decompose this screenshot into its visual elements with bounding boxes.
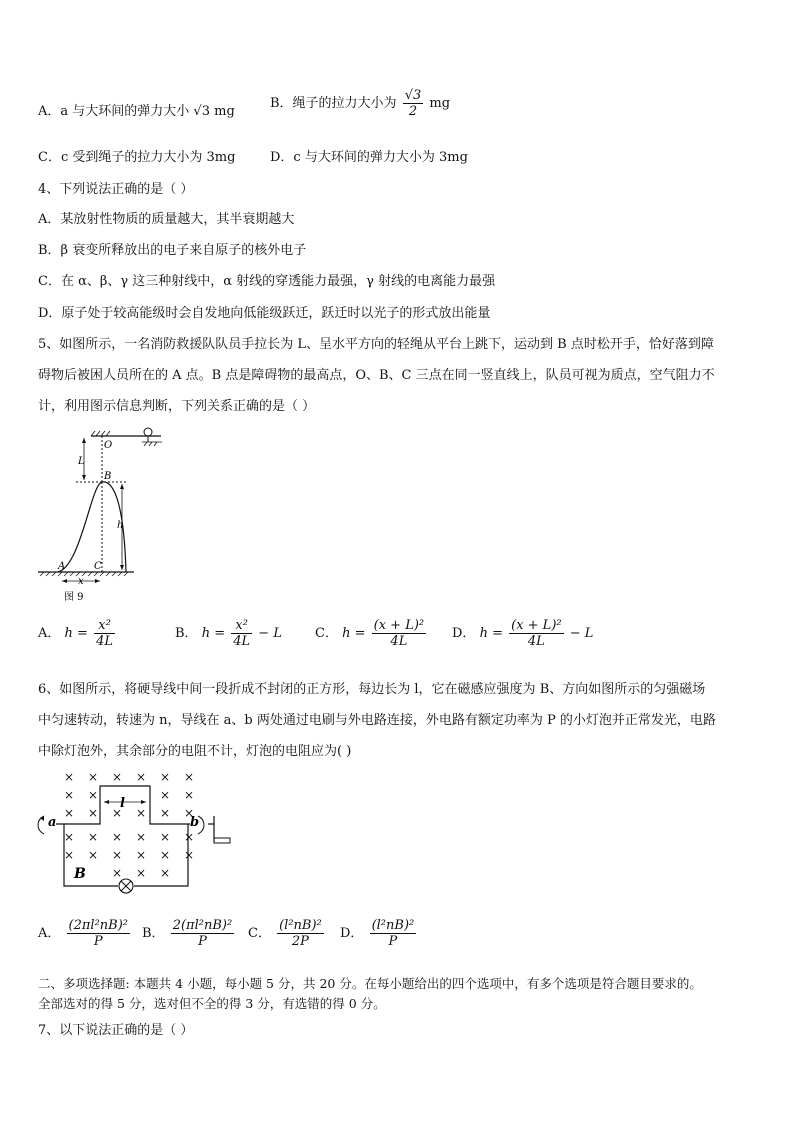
svg-text:×: × [88, 830, 99, 844]
q5-fig-label-h: h [117, 520, 124, 531]
q5-figure [36, 424, 176, 604]
q4-stem: 4、下列说法正确的是（ ） [38, 182, 194, 197]
q5-option-c: C． h = $\frac{\text{(x + L)²}}{4L}$ [315, 618, 425, 649]
q3-option-b-fraction: $\frac{√3}{2}$ [404, 88, 422, 119]
svg-text:×: × [88, 848, 99, 862]
svg-text:×: × [136, 848, 147, 862]
q6-fig-label-b: b [190, 815, 200, 830]
q5-fig-label-a: A [58, 561, 66, 572]
q5-option-a: A． h = $\frac{\text{x²}}{4L}$ [38, 618, 113, 649]
q5-option-d: D． h = $\frac{\text{(x + L)²}}{4L}$ − L [452, 618, 594, 649]
q5-stem-line3: 计，利用图示信息判断，下列关系正确的是（ ） [38, 399, 316, 414]
svg-text:×: × [184, 848, 195, 862]
q4-option-b: B．β 衰变所释放出的电子来自原子的核外电子 [38, 243, 307, 258]
q3-option-b: B．绳子的拉力大小为 $\frac{√3}{2}$ mg [270, 88, 451, 119]
svg-text:×: × [112, 806, 123, 820]
q5-fig-label-o: O [104, 440, 113, 451]
section2-instructions-line2: 全部选对的得 5 分，选对但不全的得 3 分，有选错的得 0 分。 [38, 996, 386, 1011]
svg-text:×: × [64, 830, 75, 844]
q7-stem: 7、以下说法正确的是（ ） [38, 1023, 194, 1038]
q3-option-a: A．a 与大环间的弹力大小 √3 mg [38, 104, 235, 119]
q3-option-c: C．c 受到绳子的拉力大小为 3mg [38, 150, 236, 165]
q5-fig-label-l: L [78, 456, 85, 467]
q6-fig-label-field: B [74, 866, 86, 882]
svg-text:×: × [136, 770, 147, 784]
svg-text:×: × [160, 830, 171, 844]
q6-option-a: A． $\frac{\text{(2πl²nB)²}}{P}$ [38, 918, 128, 949]
svg-text:×: × [64, 770, 75, 784]
svg-text:×: × [160, 788, 171, 802]
svg-text:×: × [160, 770, 171, 784]
svg-text:×: × [88, 806, 99, 820]
q6-option-c: C． $\frac{\text{(l²nB)²}}{2P}$ [248, 918, 322, 949]
q6-stem-line1: 6、如图所示，将硬导线中间一段折成不封闭的正方形，每边长为 l，它在磁感应强度为 B、方向如图所示的匀强磁场 [38, 682, 706, 697]
svg-text:×: × [184, 788, 195, 802]
svg-text:×: × [136, 866, 147, 880]
svg-text:×: × [160, 866, 171, 880]
q3-option-a-value: √3 [193, 104, 210, 119]
q5-fig-label-c: C [94, 561, 102, 572]
svg-text:×: × [160, 806, 171, 820]
q6-stem-line3: 中除灯泡外，其余部分的电阻不计，灯泡的电阻应为( ) [38, 744, 352, 759]
svg-text:×: × [184, 806, 195, 820]
svg-text:×: × [64, 788, 75, 802]
svg-text:×: × [64, 848, 75, 862]
q6-fig-label-l: l [120, 796, 125, 811]
svg-text:×: × [136, 806, 147, 820]
q5-stem-line1: 5、如图所示，一名消防救援队队员手拉长为 L、呈水平方向的轻绳从平台上跳下，运动到 B 点时松开手，恰好落到障 [38, 337, 714, 352]
q5-fig-caption: 图 9 [64, 592, 84, 603]
q6-option-b: B． $\frac{\text{2(πl²nB)²}}{P}$ [142, 918, 233, 949]
svg-text:×: × [136, 830, 147, 844]
svg-text:×: × [64, 806, 75, 820]
q5-fig-label-x: x [78, 576, 84, 587]
svg-text:×: × [112, 848, 123, 862]
q6-figure [34, 766, 244, 896]
q4-option-c: C．在 α、β、γ 这三种射线中，α 射线的穿透能力最强，γ 射线的电离能力最强 [38, 274, 496, 289]
q3-option-d: D．c 与大环间的弹力大小为 3mg [270, 150, 468, 165]
q5-stem-line2: 碍物后被困人员所在的 A 点。B 点是障碍物的最高点，O、B、C 三点在同一竖直线上，队员可视为质点，空气阻力不 [38, 368, 715, 383]
q4-option-a: A．某放射性物质的质量越大，其半衰期越大 [38, 212, 295, 227]
section2-instructions-line1: 二、多项选择题: 本题共 4 小题，每小题 5 分，共 20 分。在每小题给出的四个选项中，有多个选项是符合题目要求的。 [38, 976, 702, 991]
q5-option-b: B． h = $\frac{\text{x²}}{4L}$ − L [175, 618, 282, 649]
q6-stem-line2: 中匀速转动，转速为 n，导线在 a、b 两处通过电刷与外电路连接，外电路有额定功率为 P 的小灯泡并正常发光，电路 [38, 713, 716, 728]
svg-text:×: × [88, 788, 99, 802]
q6-fig-label-a: a [48, 815, 57, 830]
svg-text:×: × [112, 830, 123, 844]
svg-text:×: × [112, 866, 123, 880]
svg-text:×: × [184, 770, 195, 784]
q4-option-d: D．原子处于较高能级时会自发地向低能级跃迁，跃迁时以光子的形式放出能量 [38, 306, 491, 321]
svg-text:×: × [112, 770, 123, 784]
svg-text:×: × [184, 830, 195, 844]
svg-text:×: × [160, 848, 171, 862]
svg-text:×: × [88, 770, 99, 784]
q5-fig-label-b: B [104, 471, 112, 482]
q6-option-d: D． $\frac{\text{(l²nB)²}}{P}$ [340, 918, 415, 949]
